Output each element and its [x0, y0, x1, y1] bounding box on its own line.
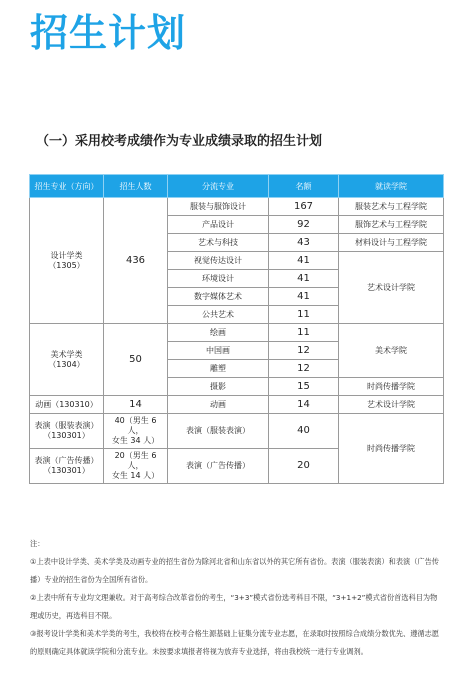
notes-heading: 注：	[30, 539, 45, 548]
college-cell: 艺术设计学院	[339, 252, 444, 324]
major-cell: 设计学类 （1305）	[30, 198, 104, 324]
note-item: ②上表中所有专业均文理兼收。对于高考综合改革省份的考生，“3+3”模式省份选考科目不限，“3+1+2”模式省份首选科目为物理或历史，再选科目不限。	[30, 593, 438, 620]
quota-cell: 11	[269, 324, 339, 342]
college-cell: 服饰艺术与工程学院	[339, 216, 444, 234]
quota-cell: 15	[269, 378, 339, 396]
sub-major-cell: 公共艺术	[168, 306, 269, 324]
header-quota: 名额	[269, 175, 339, 198]
header-major: 招生专业（方向）	[30, 175, 104, 198]
sub-major-cell: 表演（广告传播）	[168, 449, 269, 484]
quota-cell: 40	[269, 414, 339, 449]
quota-cell: 20	[269, 449, 339, 484]
header-college: 就读学院	[339, 175, 444, 198]
table-header-row	[30, 175, 444, 198]
table-row	[30, 198, 444, 216]
count-cell: 40（男生 6 人， 女生 34 人）	[104, 414, 168, 449]
quota-cell: 11	[269, 306, 339, 324]
count-cell: 14	[104, 396, 168, 414]
college-cell: 时尚传播学院	[339, 414, 444, 484]
sub-major-cell: 雕塑	[168, 360, 269, 378]
sub-major-cell: 视觉传达设计	[168, 252, 269, 270]
notes-section	[30, 535, 442, 661]
count-cell: 436	[104, 198, 168, 324]
sub-major-cell: 动画	[168, 396, 269, 414]
page-title: 招生计划	[30, 11, 187, 55]
table-row	[30, 396, 444, 414]
quota-cell: 43	[269, 234, 339, 252]
sub-major-cell: 摄影	[168, 378, 269, 396]
quota-cell: 167	[269, 198, 339, 216]
major-cell: 表演（服装表演） （130301）	[30, 414, 104, 449]
table-row	[30, 324, 444, 342]
sub-major-cell: 中国画	[168, 342, 269, 360]
major-cell: 动画（130310）	[30, 396, 104, 414]
header-count: 招生人数	[104, 175, 168, 198]
sub-major-cell: 产品设计	[168, 216, 269, 234]
enrollment-plan-table	[29, 174, 444, 484]
table-row	[30, 414, 444, 449]
sub-major-cell: 数字媒体艺术	[168, 288, 269, 306]
college-cell: 服装艺术与工程学院	[339, 198, 444, 216]
sub-major-cell: 表演（服装表演）	[168, 414, 269, 449]
quota-cell: 12	[269, 342, 339, 360]
quota-cell: 41	[269, 252, 339, 270]
sub-major-cell: 环境设计	[168, 270, 269, 288]
college-cell: 材料设计与工程学院	[339, 234, 444, 252]
note-item: ③报考设计学类和美术学类的考生，我校将在校考合格生源基础上征集分流专业志愿，在录取时按照综合成绩分数优先、遵循志愿的原则确定具体就读学院和分流专业。未按要求填报者将视为放弃专业选择，将由我校统一进行专业调剂。	[30, 629, 439, 656]
section-title: （一）采用校考成绩作为专业成绩录取的招生计划	[36, 134, 323, 149]
quota-cell: 41	[269, 270, 339, 288]
count-cell: 20（男生 6 人， 女生 14 人）	[104, 449, 168, 484]
header-sub-major: 分流专业	[168, 175, 269, 198]
college-cell: 艺术设计学院	[339, 396, 444, 414]
college-cell: 时尚传播学院	[339, 378, 444, 396]
sub-major-cell: 艺术与科技	[168, 234, 269, 252]
sub-major-cell: 绘画	[168, 324, 269, 342]
quota-cell: 14	[269, 396, 339, 414]
major-cell: 表演（广告传播） （130301）	[30, 449, 104, 484]
sub-major-cell: 服装与服饰设计	[168, 198, 269, 216]
count-cell: 50	[104, 324, 168, 396]
quota-cell: 41	[269, 288, 339, 306]
major-cell: 美术学类 （1304）	[30, 324, 104, 396]
college-cell: 美术学院	[339, 324, 444, 378]
quota-cell: 12	[269, 360, 339, 378]
quota-cell: 92	[269, 216, 339, 234]
note-item: ①上表中设计学类、美术学类及动画专业的招生省份为除河北省和山东省以外的其它所有省份。表演（服装表演）和表演（广告传播）专业的招生省份为全国所有省份。	[30, 557, 439, 584]
